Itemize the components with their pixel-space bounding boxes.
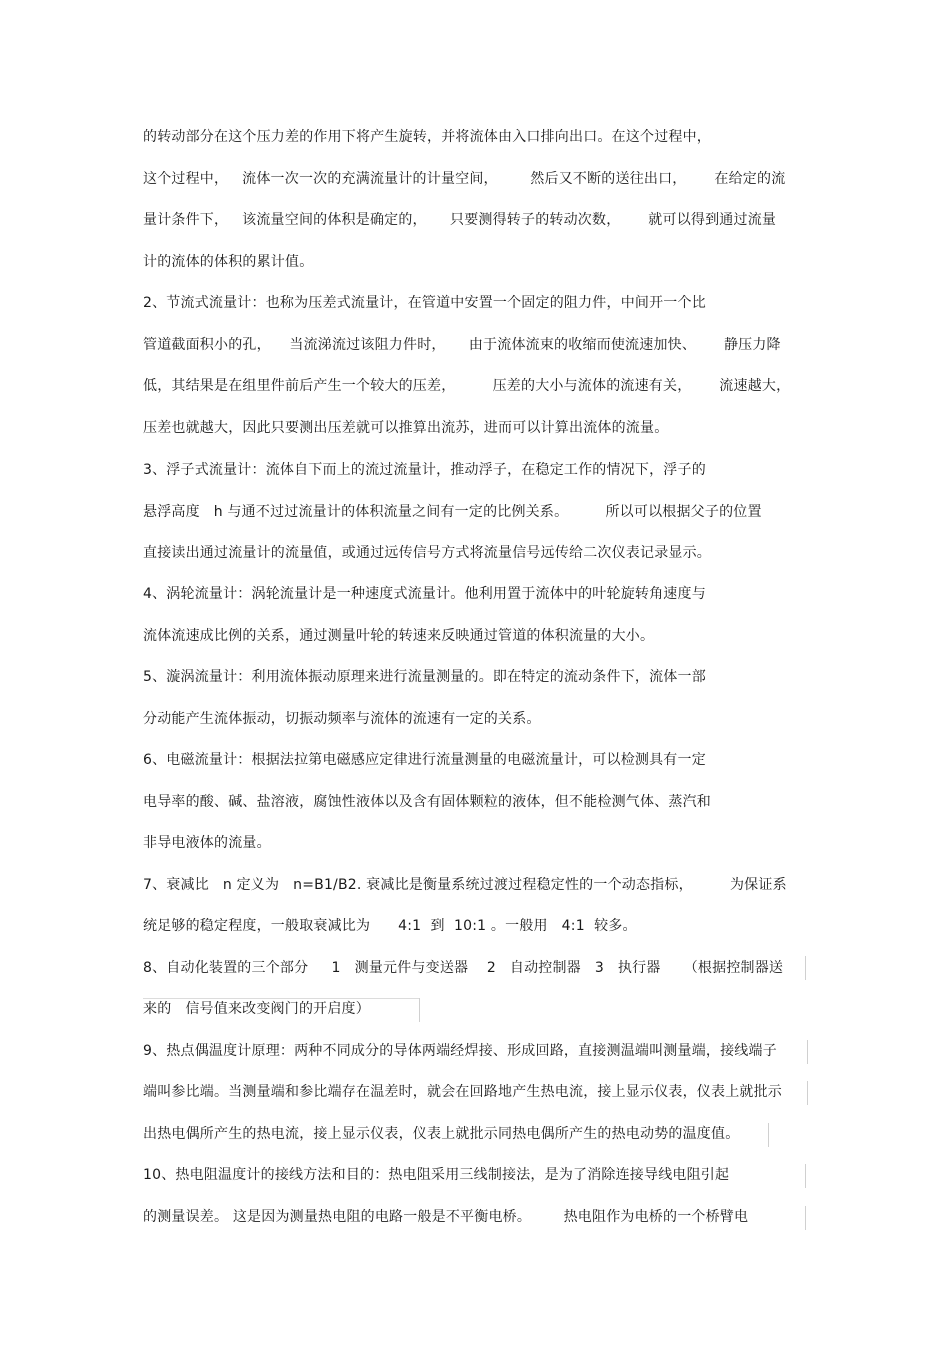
text-line: 7、衰减比 n 定义为 n=B1/B2. 衰减比是衡量系统过渡过程稳定性的一个动态指标， 为保证系 (143, 877, 787, 893)
text-line: 悬浮高度 h 与通不过过流量计的体积流量之间有一定的比例关系。 所以可以根据父子的位置 (143, 504, 762, 520)
cell-border (143, 998, 420, 999)
text-line: 的测量误差。 这是因为测量热电阻的电路一般是不平衡电桥。 热电阻作为电桥的一个桥臂电 (143, 1209, 749, 1225)
text-line: 计的流体的体积的累计值。 (143, 254, 314, 270)
text-line: 低，其结果是在组里件前后产生一个较大的压差， 压差的大小与流体的流速有关， 流速越大， (143, 378, 791, 394)
cell-border (805, 1164, 806, 1188)
text-line: 8、自动化装置的三个部分 1 测量元件与变送器 2 自动控制器 3 执行器 （根据控制器送 (143, 960, 784, 976)
text-line: 6、电磁流量计：根据法拉第电磁感应定律进行流量测量的电磁流量计，可以检测具有一定 (143, 752, 706, 768)
text-line: 管道截面积小的孔， 当流涕流过该阻力件时， 由于流体流束的收缩而使流速加快、 静压力降 (143, 337, 781, 353)
text-line: 3、浮子式流量计：流体自下而上的流过流量计，推动浮子，在稳定工作的情况下，浮子的 (143, 462, 706, 478)
text-line: 来的 信号值来改变阀门的开启度） (143, 1001, 370, 1017)
cell-border (805, 1206, 806, 1230)
text-line: 端叫参比端。当测量端和参比端存在温差时，就会在回路地产生热电流，接上显示仪表，仪表上就批示 (143, 1084, 782, 1100)
text-line: 出热电偶所产生的热电流，接上显示仪表，仪表上就批示同热电偶所产生的热电动势的温度值。 (143, 1126, 740, 1142)
text-line: 分动能产生流体振动，切振动频率与流体的流速有一定的关系。 (143, 711, 541, 727)
text-line: 统足够的稳定程度，一般取衰减比为 4:1 到 10:1 。一般用 4:1 较多。 (143, 918, 637, 934)
text-line: 9、热点偶温度计原理：两种不同成分的导体两端经焊接、形成回路，直接测温端叫测量端，接线端子 (143, 1043, 777, 1059)
text-line: 2、节流式流量计：也称为压差式流量计，在管道中安置一个固定的阻力件，中间开一个比 (143, 295, 706, 311)
text-line: 5、漩涡流量计：利用流体振动原理来进行流量测量的。即在特定的流动条件下，流体一部 (143, 669, 706, 685)
text-line: 的转动部分在这个压力差的作用下将产生旋转，并将流体由入口排向出口。在这个过程中， (143, 129, 711, 145)
cell-border (768, 1123, 769, 1147)
text-line: 非导电液体的流量。 (143, 835, 271, 851)
cell-border (805, 956, 806, 980)
text-line: 量计条件下， 该流量空间的体积是确定的， 只要测得转子的转动次数， 就可以得到通过流量 (143, 212, 777, 228)
text-line: 10、热电阻温度计的接线方法和目的：热电阻采用三线制接法，是为了消除连接导线电阻引起 (143, 1167, 730, 1183)
text-line: 流体流速成比例的关系，通过测量叶轮的转速来反映通过管道的体积流量的大小。 (143, 628, 655, 644)
cell-border (419, 998, 420, 1022)
cell-border (807, 1040, 808, 1064)
text-line: 压差也就越大，因此只要测出压差就可以推算出流苏，进而可以计算出流体的流量。 (143, 420, 669, 436)
text-line: 这个过程中， 流体一次一次的充满流量计的计量空间， 然后又不断的送往出口， 在给定的流 (143, 171, 786, 187)
cell-border (807, 1081, 808, 1105)
text-line: 直接读出通过流量计的流量值，或通过远传信号方式将流量信号远传给二次仪表记录显示。 (143, 545, 711, 561)
text-line: 4、涡轮流量计：涡轮流量计是一种速度式流量计。他利用置于流体中的叶轮旋转角速度与 (143, 586, 706, 602)
text-line: 电导率的酸、碱、盐溶液，腐蚀性液体以及含有固体颗粒的液体，但不能检测气体、蒸汽和 (143, 794, 711, 810)
